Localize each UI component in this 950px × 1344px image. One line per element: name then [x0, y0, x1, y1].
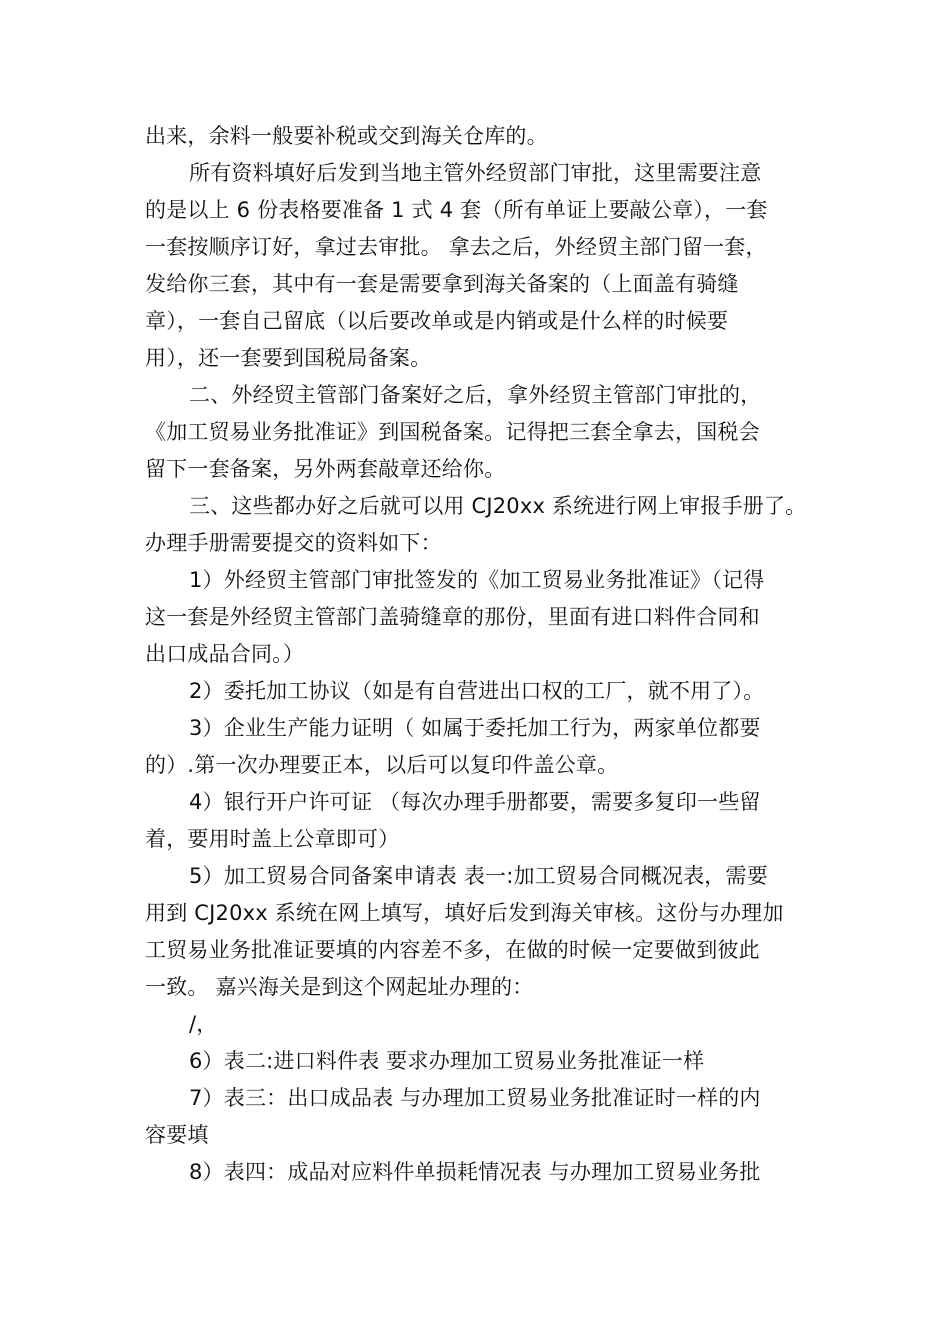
text-line: 着，要用时盖上公章即可）	[145, 827, 400, 851]
text-line: 出来，余料一般要补税或交到海关仓库的。	[145, 124, 548, 148]
text-line: 所有资料填好后发到当地主管外经贸部门审批，这里需要注意	[189, 161, 762, 185]
text-line: 6）表二:进口料件表 要求办理加工贸易业务批准证一样	[189, 1049, 705, 1073]
text-line: 容要填	[145, 1123, 209, 1147]
text-line: 留下一套备案，另外两套敲章还给你。	[145, 457, 506, 481]
document-body	[145, 118, 825, 1191]
text-line: 4）银行开户许可证 （每次办理手册都要，需要多复印一些留	[189, 790, 761, 814]
text-line: 这一套是外经贸主管部门盖骑缝章的那份，里面有进口料件合同和	[145, 605, 760, 629]
text-line: 的）.第一次办理要正本，以后可以复印件盖公章。	[145, 753, 619, 777]
text-line: 8）表四：成品对应料件单损耗情况表 与办理加工贸易业务批	[189, 1160, 761, 1184]
text-line: 的是以上 6 份表格要准备 1 式 4 套（所有单证上要敲公章），一套	[145, 198, 768, 222]
text-line: 《加工贸易业务批准证》到国税备案。记得把三套全拿去，国税会	[145, 420, 760, 444]
text-line: 二、外经贸主管部门备案好之后，拿外经贸主管部门审批的，	[189, 383, 762, 407]
text-line: 5）加工贸易合同备案申请表 表一:加工贸易合同概况表，需要	[189, 864, 768, 888]
text-line: 办理手册需要提交的资料如下：	[145, 531, 442, 555]
text-line: 发给你三套，其中有一套是需要拿到海关备案的（上面盖有骑缝	[145, 272, 739, 296]
text-line: /，	[189, 1012, 218, 1036]
text-line: 一致。 嘉兴海关是到这个网起址办理的：	[145, 975, 534, 999]
text-line: 2）委托加工协议（如是有自营进出口权的工厂，就不用了）。	[189, 679, 765, 703]
text-line: 三、这些都办好之后就可以用 CJ20xx 系统进行网上审报手册了。	[189, 494, 807, 518]
text-line: 工贸易业务批准证要填的内容差不多，在做的时候一定要做到彼此	[145, 938, 760, 962]
text-line: 7）表三：出口成品表 与办理加工贸易业务批准证时一样的内	[189, 1086, 761, 1110]
text-line: 一套按顺序订好，拿过去审批。 拿去之后，外经贸主部门留一套，	[145, 235, 767, 259]
text-line: 用），还一套要到国税局备案。	[145, 346, 432, 370]
text-line: 出口成品合同。）	[145, 642, 305, 666]
text-line: 章），一套自己留底（以后要改单或是内销或是什么样的时候要	[145, 309, 729, 333]
text-line: 3）企业生产能力证明（ 如属于委托加工行为，两家单位都要	[189, 716, 761, 740]
text-line: 用到 CJ20xx 系统在网上填写，填好后发到海关审核。这份与办理加	[145, 901, 784, 925]
text-line: 1）外经贸主管部门审批签发的《加工贸易业务批准证》（记得	[189, 568, 765, 592]
